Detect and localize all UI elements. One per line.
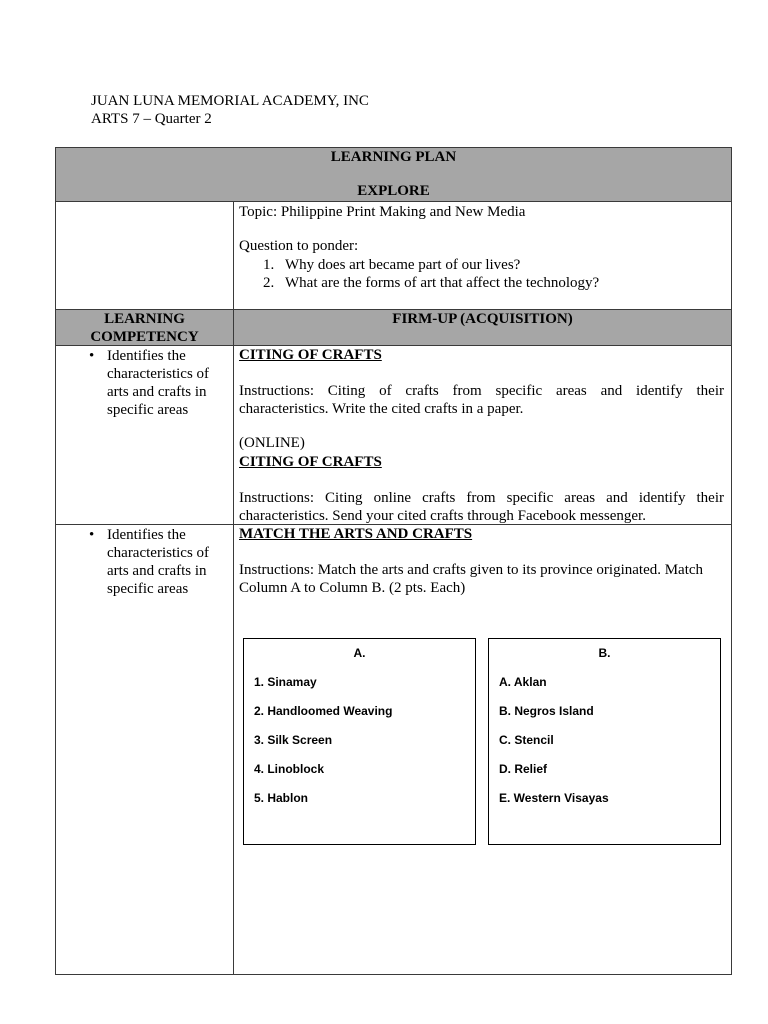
question-text: Why does art became part of our lives? — [285, 257, 521, 273]
column-a-item: 4. Linoblock — [254, 762, 325, 776]
column-b-item: D. Relief — [499, 762, 548, 776]
column-b-item: E. Western Visayas — [499, 791, 609, 805]
activity-cell — [234, 346, 731, 524]
competency-text: Identifies the characteristics of arts and crafts in specific areas — [107, 527, 210, 597]
competency-header-cell — [56, 310, 234, 345]
bullet-icon — [89, 526, 94, 544]
competency-cell — [56, 346, 234, 524]
question-number: 2. — [263, 275, 275, 291]
school-name: JUAN LUNA MEMORIAL ACADEMY, INC — [91, 93, 369, 109]
activity-cell — [234, 525, 731, 974]
column-a-item: 2. Handloomed Weaving — [254, 704, 393, 718]
topic-text: Topic: Philippine Print Making and New Media — [239, 204, 526, 220]
firmup-header-row — [56, 310, 731, 346]
bullet-icon — [89, 347, 94, 365]
column-b-item: C. Stencil — [499, 733, 554, 747]
column-a-header: A. — [353, 646, 366, 660]
column-b-box — [488, 638, 721, 845]
activity-instructions: Instructions: Citing of crafts from specific areas and identify their characteristics. Write the cited crafts in a paper. — [239, 383, 724, 417]
competency-header: LEARNING COMPETENCY — [90, 311, 199, 345]
column-a-item: 5. Hablon — [254, 791, 309, 805]
competency-text: Identifies the characteristics of arts and crafts in specific areas — [107, 348, 210, 418]
firmup-header: FIRM-UP (ACQUISITION) — [392, 311, 573, 327]
question-number: 1. — [263, 257, 275, 273]
learning-plan-table — [55, 147, 732, 975]
column-b-item: A. Aklan — [499, 675, 547, 689]
subject-quarter: ARTS 7 – Quarter 2 — [91, 111, 212, 127]
explore-right-cell — [234, 202, 731, 309]
question-text: What are the forms of art that affect the technology? — [285, 275, 600, 291]
online-activity-instructions: Instructions: Citing online crafts from specific areas and identify their characteristics. Send your cited crafts through Facebook messenger. — [239, 490, 724, 524]
explore-left-cell — [56, 202, 234, 309]
question-label: Question to ponder: — [239, 238, 359, 254]
column-b-header: B. — [598, 646, 611, 660]
match-crafts-row — [56, 525, 731, 974]
activity-title: CITING OF CRAFTS — [239, 347, 382, 363]
competency-cell — [56, 525, 234, 974]
activity-instructions: Instructions: Match the arts and crafts given to its province originated. Match Column A to Column B. (2 pts. Each) — [239, 562, 704, 596]
explore-row — [56, 202, 731, 310]
explore-header-row — [56, 148, 731, 202]
online-activity-title: CITING OF CRAFTS — [239, 454, 382, 470]
activity-title: MATCH THE ARTS AND CRAFTS — [239, 526, 473, 542]
plan-title: LEARNING PLAN — [330, 149, 457, 165]
column-a-item: 3. Silk Screen — [254, 733, 333, 747]
citing-crafts-row — [56, 346, 731, 525]
firmup-header-cell — [234, 310, 731, 345]
online-label: (ONLINE) — [239, 435, 305, 451]
column-a-box — [243, 638, 476, 845]
column-a-item: 1. Sinamay — [254, 675, 317, 689]
column-b-item: B. Negros Island — [499, 704, 594, 718]
stage-title: EXPLORE — [357, 183, 430, 199]
